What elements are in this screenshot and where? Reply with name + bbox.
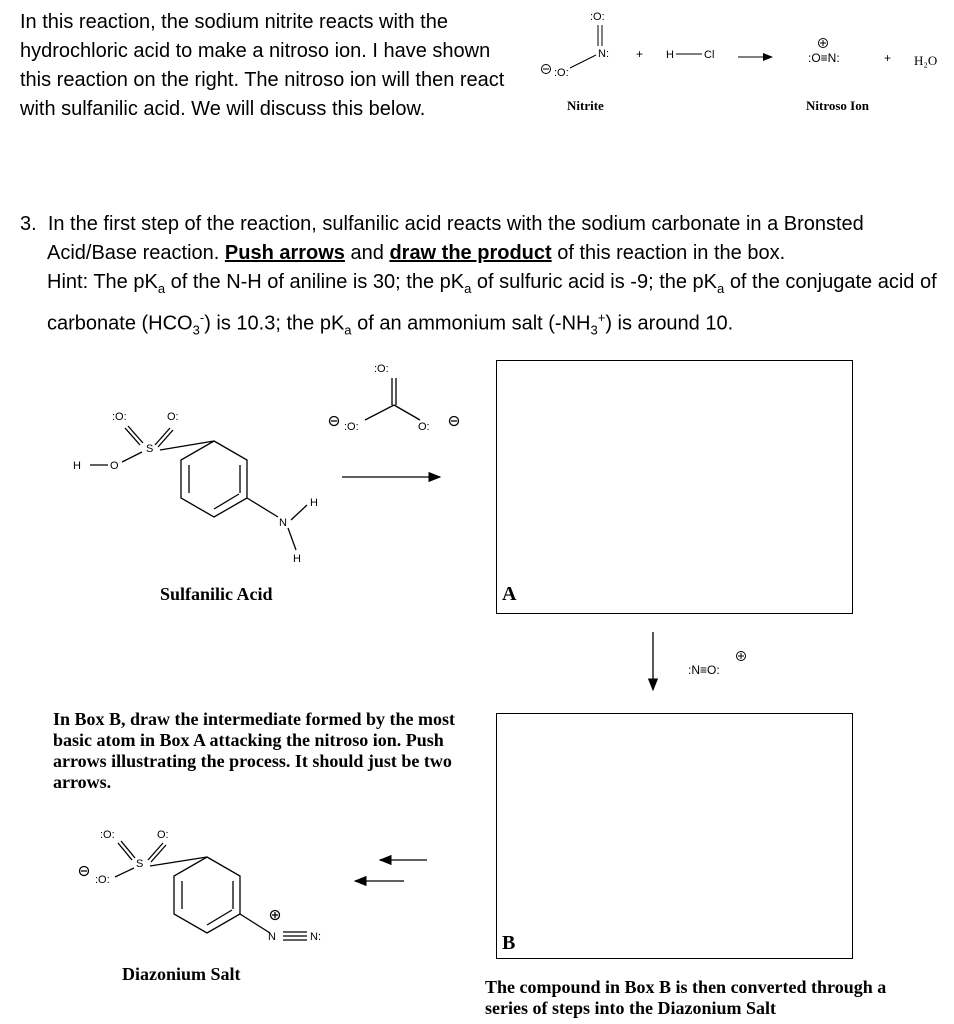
box-b-instruction: In Box B, draw the intermediate formed by the most basic atom in Box A attacking the nitroso ion. Push arrows illustrating the process. It should just be two arrows.: [53, 709, 455, 792]
nitrite-label: Nitrite: [567, 98, 604, 113]
nitrite-nitrogen: N:: [598, 48, 609, 60]
svg-text:H: H: [73, 460, 81, 472]
box-a-label: A: [502, 583, 517, 605]
plus-sign-1: +: [636, 47, 644, 61]
question-part2: of this reaction in the box.: [557, 242, 786, 264]
svg-text:O:: O:: [418, 421, 430, 433]
svg-text:O:: O:: [167, 411, 179, 423]
nitroso-reagent-formula: :N≡O:: [688, 663, 720, 677]
svg-text:N: N: [279, 517, 287, 529]
nitroso-ion-label: Nitroso Ion: [806, 98, 869, 113]
push-arrows-emphasis: Push arrows: [224, 242, 345, 264]
sulfanilic-acid-label: Sulfanilic Acid: [160, 584, 273, 604]
question-hint: Hint: The $pK_a$ of the N-H of aniline is 30; the $pK_a$ of sulfuric acid is -9; the $pK_a$ of the conjugate acid of carbonate $(HCO_3^-)$ is 10.3; the $pK_a$ of an ammonium salt $(-NH_3^+)$ is around 10.: [47, 271, 937, 338]
svg-text::O:: :O:: [344, 421, 359, 433]
nitrite-oxygen-top: :O:: [590, 11, 605, 23]
box-b-label: B: [502, 932, 516, 954]
svg-text:N:: N:: [310, 931, 321, 943]
final-note: The compound in Box B is then converted through a series of steps into the Diazonium Salt: [485, 977, 887, 1018]
diazonium-salt-label: Diazonium Salt: [122, 964, 241, 984]
svg-text:H: H: [310, 497, 318, 509]
svg-text:S: S: [136, 858, 144, 870]
sulfanilic-acid-structure: [90, 426, 307, 550]
hcl-h: H: [666, 49, 674, 61]
nitrite-structure: [542, 11, 610, 79]
svg-text:N: N: [268, 931, 276, 943]
svg-text:O: O: [110, 460, 119, 472]
svg-text:S: S: [146, 443, 154, 455]
diazonium-salt-structure: [80, 841, 308, 940]
svg-text:O:: O:: [157, 829, 169, 841]
diazonium-salt-atoms: [95, 829, 321, 943]
nitroso-ion-structure: [808, 39, 840, 66]
intro-paragraph: In this reaction, the sodium nitrite reacts with the hydrochloric acid to make a nitroso ion. I have shown this reaction on the right. The nitroso ion will then react with sulfanilic acid. We will discuss this below.: [20, 11, 505, 120]
question-part1: In the first step of the reaction, sulfanilic acid reacts with the sodium carbonate in a Bronsted Acid/Base reaction.: [47, 213, 864, 264]
svg-text::O:: :O:: [100, 829, 115, 841]
hcl-cl: Cl: [704, 49, 715, 61]
question-number: 3.: [20, 213, 37, 235]
hcl-structure: [666, 49, 714, 61]
carbonate-structure: [330, 378, 459, 426]
svg-text:H: H: [293, 553, 301, 565]
sulfanilic-acid-atoms: [73, 411, 318, 565]
water-formula: H₂O: [914, 53, 938, 68]
nitrite-oxygen-minus: :O:: [554, 67, 569, 79]
svg-text::O:: :O:: [112, 411, 127, 423]
nitroso-reagent: [688, 652, 746, 678]
carbonate-atoms: [344, 363, 430, 433]
plus-sign-2: +: [884, 51, 892, 65]
draw-product-emphasis: draw the product: [389, 242, 552, 264]
svg-text::O:: :O:: [95, 874, 110, 886]
nitroso-formula: :O≡N:: [808, 51, 840, 65]
question-and: and: [350, 242, 384, 264]
svg-text::O:: :O:: [374, 363, 389, 375]
